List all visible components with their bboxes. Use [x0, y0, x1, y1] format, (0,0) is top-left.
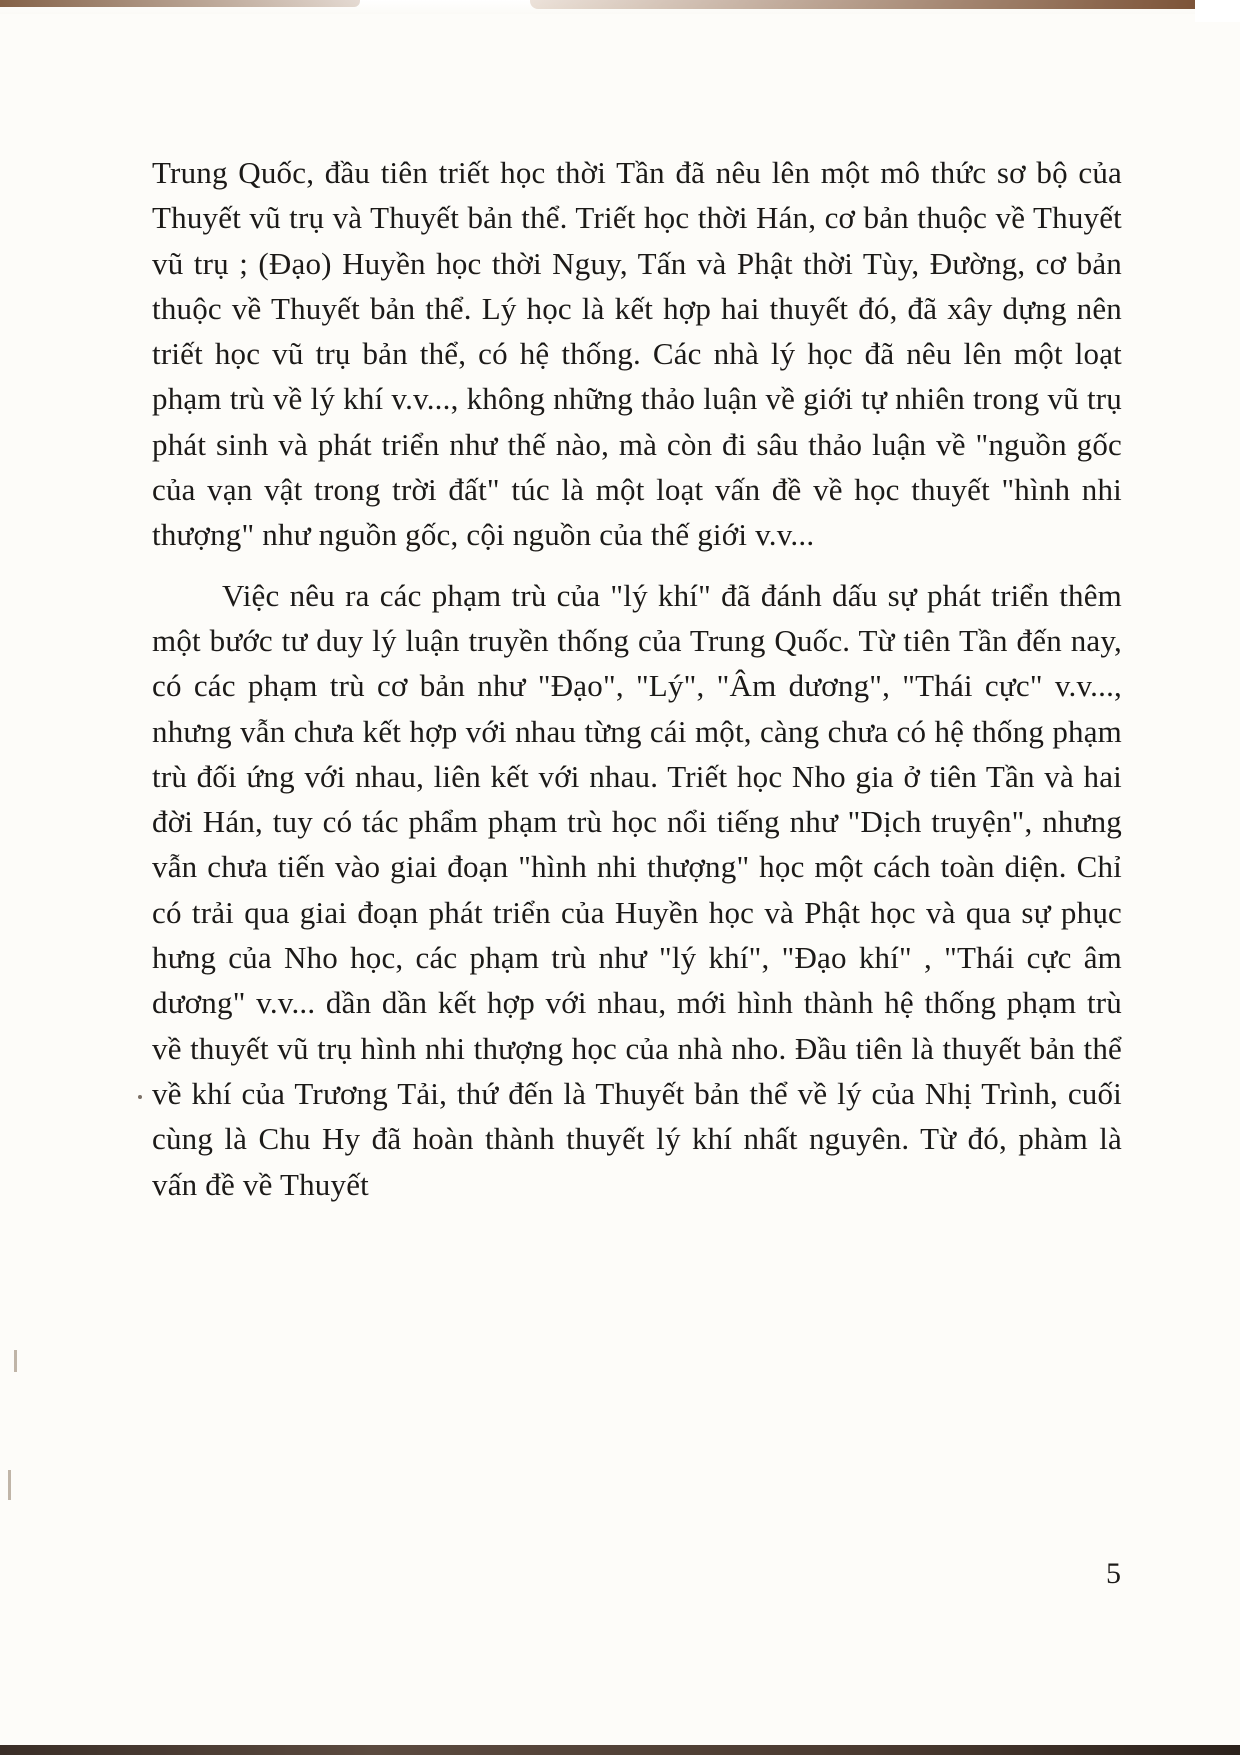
scan-shadow-right: [530, 0, 1195, 9]
page-corner: [1195, 0, 1240, 22]
margin-mark: [8, 1470, 11, 1500]
scan-shadow-left: [0, 0, 360, 7]
margin-mark: [14, 1350, 17, 1372]
ink-speck: [138, 1095, 142, 1099]
page-bottom-edge: [0, 1745, 1240, 1755]
page-number: 5: [1106, 1557, 1121, 1590]
body-text: [152, 150, 1122, 1207]
paragraph-2: Việc nêu ra các phạm trù của "lý khí" đã đánh dấu sự phát triển thêm một bước tư duy lý luận truyền thống của Trung Quốc. Từ tiên Tần đến nay, có các phạm trù cơ bản như "Đạo", "Lý", "Âm dương", "Thái cực" v.v..., nhưng vẫn chưa kết hợp với nhau từng cái một, càng chưa có hệ thống phạm trù đối ứng với nhau, liên kết với nhau. Triết học Nho gia ở tiên Tần và hai đời Hán, tuy có tác phẩm phạm trù học nổi tiếng như "Dịch truyện", nhưng vẫn chưa tiến vào giai đoạn "hình nhi thượng" học một cách toàn diện. Chỉ có trải qua giai đoạn phát triển của Huyền học và Phật học và qua sự phục hưng của Nho học, các phạm trù như "lý khí", "Đạo khí" , "Thái cực âm dương" v.v... dần dần kết hợp với nhau, mới hình thành hệ thống phạm trù về thuyết vũ trụ hình nhi thượng học của nhà nho. Đầu tiên là thuyết bản thể về khí của Trương Tải, thứ đến là Thuyết bản thể về lý của Nhị Trình, cuối cùng là Chu Hy đã hoàn thành thuyết lý khí nhất nguyên. Từ đó, phàm là vấn đề về Thuyết: [152, 577, 1122, 1202]
paragraph-1: Trung Quốc, đầu tiên triết học thời Tần đã nêu lên một mô thức sơ bộ của Thuyết vũ trụ và Thuyết bản thể. Triết học thời Hán, cơ bản thuộc về Thuyết vũ trụ ; (Đạo) Huyền học thời Nguy, Tấn và Phật thời Tùy, Đường, cơ bản thuộc về Thuyết bản thể. Lý học là kết hợp hai thuyết đó, đã xây dựng nên triết học vũ trụ bản thể, có hệ thống. Các nhà lý học đã nêu lên một loạt phạm trù về lý khí v.v..., không những thảo luận về giới tự nhiên trong vũ trụ phát sinh và phát triển như thế nào, mà còn đi sâu thảo luận về "nguồn gốc của vạn vật trong trời đất" túc là một loạt vấn đề về học thuyết "hình nhi thượng" như nguồn gốc, cội nguồn của thế giới v.v...: [152, 155, 1122, 553]
